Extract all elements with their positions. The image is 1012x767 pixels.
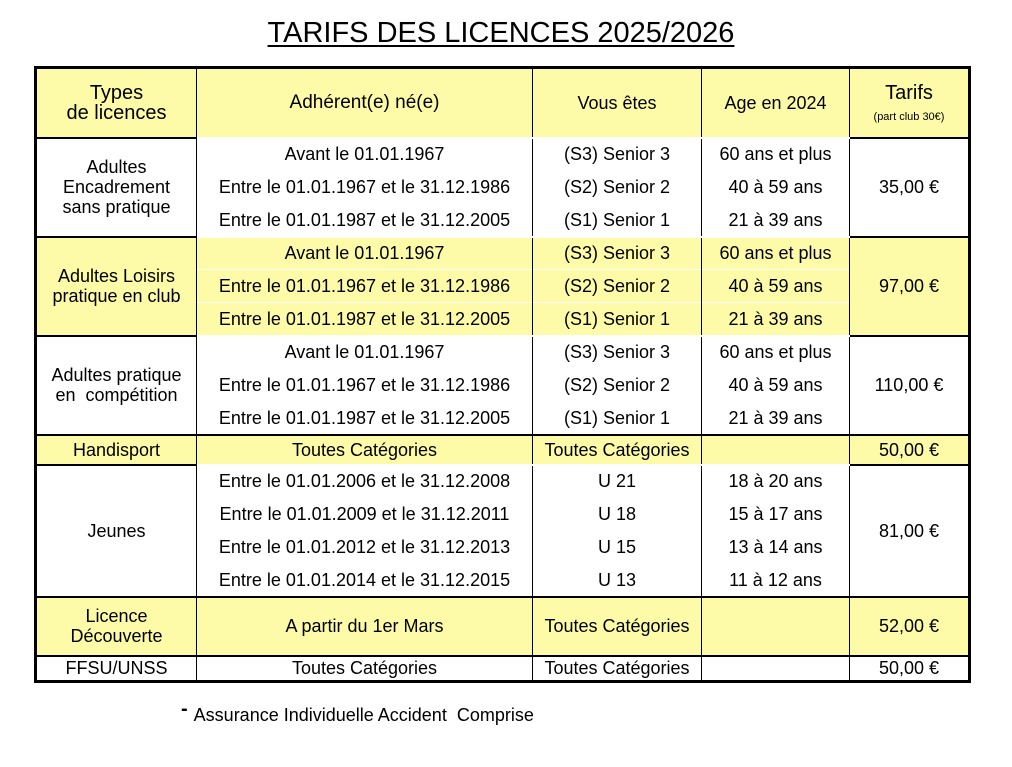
header-tarifs-label: Tarifs: [885, 81, 933, 104]
born-cell: Entre le 01.01.1987 et le 31.12.2005: [197, 204, 533, 237]
age-cell: [702, 435, 850, 465]
category-cell: (S3) Senior 3: [533, 336, 702, 369]
table-row: [36, 237, 970, 270]
category-cell: Toutes Catégories: [533, 597, 702, 656]
category-cell: (S1) Senior 1: [533, 303, 702, 336]
price-cell: 52,00 €: [850, 597, 970, 656]
category-cell: U 21: [533, 465, 702, 498]
category-cell: U 13: [533, 564, 702, 597]
category-cell: Toutes Catégories: [533, 435, 702, 465]
age-cell: 60 ans et plus: [702, 336, 850, 369]
footnote-bullet: -: [181, 698, 188, 720]
table-row: [36, 465, 970, 498]
header-tarifs: [850, 68, 970, 138]
age-cell: [702, 597, 850, 656]
license-type-handisport: Handisport: [36, 435, 197, 465]
age-cell: 60 ans et plus: [702, 138, 850, 171]
header-tarifs-note: (part club 30€): [873, 110, 945, 123]
price-cell: 50,00 €: [850, 435, 970, 465]
category-cell: U 15: [533, 531, 702, 564]
footnote: [181, 698, 534, 727]
age-cell: 21 à 39 ans: [702, 303, 850, 336]
header-types-line1: Types: [89, 81, 144, 104]
born-cell: Entre le 01.01.2009 et le 31.12.2011: [197, 498, 533, 531]
born-cell: Entre le 01.01.2014 et le 31.12.2015: [197, 564, 533, 597]
price-cell: 35,00 €: [850, 138, 970, 237]
age-cell: 21 à 39 ans: [702, 204, 850, 237]
born-cell: Avant le 01.01.1967: [197, 138, 533, 171]
price-cell: 81,00 €: [850, 465, 970, 597]
category-cell: (S2) Senior 2: [533, 270, 702, 303]
header-types: [36, 68, 197, 138]
license-type-adultes-encadrement: Adultes Encadrement sans pratique: [36, 138, 197, 237]
age-cell: 21 à 39 ans: [702, 402, 850, 435]
table-row: [36, 138, 970, 171]
born-cell: A partir du 1er Mars: [197, 597, 533, 656]
category-cell: (S3) Senior 3: [533, 138, 702, 171]
born-cell: Toutes Catégories: [197, 435, 533, 465]
category-cell: Toutes Catégories: [533, 656, 702, 682]
table-row: [36, 656, 970, 682]
age-cell: 40 à 59 ans: [702, 369, 850, 402]
born-cell: Avant le 01.01.1967: [197, 336, 533, 369]
born-cell: Entre le 01.01.2006 et le 31.12.2008: [197, 465, 533, 498]
table-header-row: [36, 68, 970, 138]
footnote-text: Assurance Individuelle Accident Comprise: [193, 705, 534, 725]
category-cell: (S2) Senior 2: [533, 171, 702, 204]
license-type-ffsu-unss: FFSU/UNSS: [36, 656, 197, 682]
age-cell: 40 à 59 ans: [702, 171, 850, 204]
born-cell: Entre le 01.01.1967 et le 31.12.1986: [197, 369, 533, 402]
age-cell: 15 à 17 ans: [702, 498, 850, 531]
category-cell: (S1) Senior 1: [533, 402, 702, 435]
price-cell: 97,00 €: [850, 237, 970, 336]
tarifs-table: [34, 66, 971, 683]
category-cell: (S1) Senior 1: [533, 204, 702, 237]
header-adherent: Adhérent(e) né(e): [197, 68, 533, 138]
table-row: [36, 435, 970, 465]
header-types-line2: de licences: [66, 101, 167, 124]
license-type-decouverte: Licence Découverte: [36, 597, 197, 656]
license-type-jeunes: Jeunes: [36, 465, 197, 597]
table-row: [36, 597, 970, 656]
page-title: TARIFS DES LICENCES 2025/2026: [267, 17, 735, 49]
category-cell: (S3) Senior 3: [533, 237, 702, 270]
born-cell: Entre le 01.01.2012 et le 31.12.2013: [197, 531, 533, 564]
born-cell: Entre le 01.01.1987 et le 31.12.2005: [197, 303, 533, 336]
age-cell: 18 à 20 ans: [702, 465, 850, 498]
license-type-adultes-loisirs: Adultes Loisirs pratique en club: [36, 237, 197, 336]
born-cell: Entre le 01.01.1987 et le 31.12.2005: [197, 402, 533, 435]
age-cell: 60 ans et plus: [702, 237, 850, 270]
born-cell: Entre le 01.01.1967 et le 31.12.1986: [197, 270, 533, 303]
category-cell: U 18: [533, 498, 702, 531]
price-cell: 110,00 €: [850, 336, 970, 435]
category-cell: (S2) Senior 2: [533, 369, 702, 402]
born-cell: Entre le 01.01.1967 et le 31.12.1986: [197, 171, 533, 204]
age-cell: 40 à 59 ans: [702, 270, 850, 303]
header-age: Age en 2024: [702, 68, 850, 138]
born-cell: Avant le 01.01.1967: [197, 237, 533, 270]
born-cell: Toutes Catégories: [197, 656, 533, 682]
header-vous-etes: Vous êtes: [533, 68, 702, 138]
price-cell: 50,00 €: [850, 656, 970, 682]
age-cell: 11 à 12 ans: [702, 564, 850, 597]
age-cell: [702, 656, 850, 682]
age-cell: 13 à 14 ans: [702, 531, 850, 564]
license-type-adultes-competition: Adultes pratique en compétition: [36, 336, 197, 435]
table-row: [36, 336, 970, 369]
